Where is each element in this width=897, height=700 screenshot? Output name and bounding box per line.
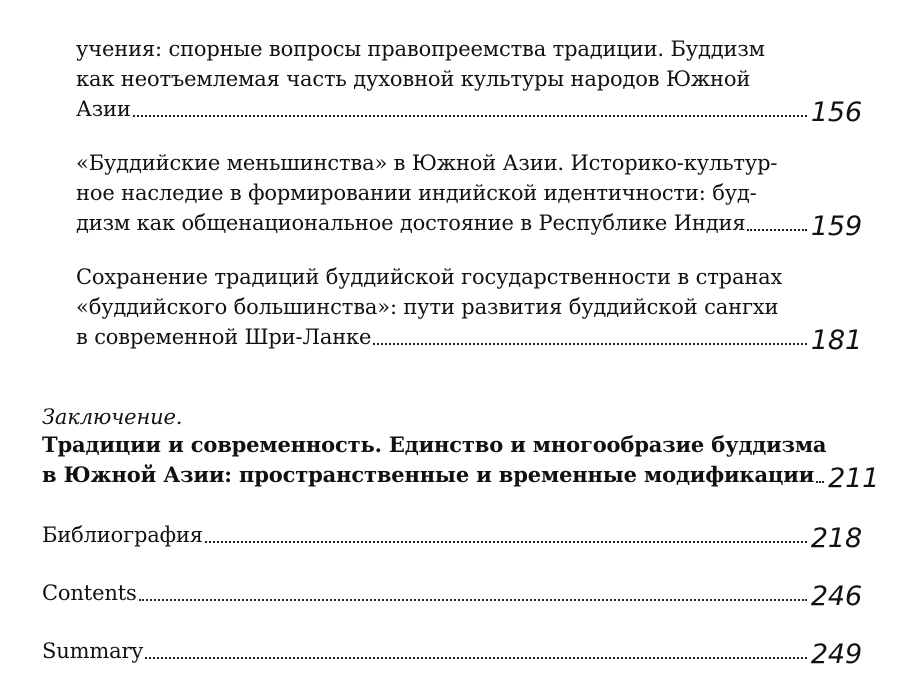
dot-leader bbox=[373, 342, 807, 345]
page-number: 249 bbox=[810, 639, 862, 670]
toc-entry-last-line bbox=[76, 208, 862, 242]
dot-leader bbox=[145, 656, 807, 659]
page-number: 211 bbox=[828, 463, 880, 494]
toc-entry bbox=[76, 34, 862, 128]
summary-label: Summary bbox=[42, 639, 144, 663]
toc-bibliography-entry bbox=[42, 520, 862, 554]
page-number: 181 bbox=[810, 325, 862, 356]
conclusion-title-line: в Южной Азии: пространственные и временные модификации bbox=[42, 462, 815, 487]
page-number: 159 bbox=[810, 211, 862, 242]
contents-label: Contents bbox=[42, 581, 137, 605]
toc-entry-text-line: Сохранение традиций буддийской государственности в странах bbox=[76, 265, 783, 289]
page-number: 246 bbox=[810, 581, 862, 612]
toc-summary-entry bbox=[42, 636, 862, 670]
toc-entry-text-line: в современной Шри-Ланке bbox=[76, 325, 372, 349]
toc-entry-text-line: дизм как общенациональное достояние в Республике Индия bbox=[76, 211, 746, 235]
dot-leader bbox=[747, 228, 806, 231]
toc-entry-text-line: как неотъемлемая часть духовной культуры народов Южной bbox=[76, 67, 751, 91]
page-number: 156 bbox=[810, 97, 862, 128]
toc-entry-text-line: ное наследие в формировании индийской идентичности: буд- bbox=[76, 181, 757, 205]
toc-entry-last-line bbox=[76, 94, 862, 128]
dot-leader bbox=[816, 480, 824, 483]
dot-leader bbox=[205, 540, 807, 543]
conclusion-label: Заключение. bbox=[42, 405, 183, 429]
toc-entry bbox=[76, 262, 862, 356]
bibliography-label: Библиография bbox=[42, 523, 203, 547]
toc-contents-entry bbox=[42, 578, 862, 612]
toc-entry-text-line: «Буддийские меньшинства» в Южной Азии. Историко-культур- bbox=[76, 151, 778, 175]
dot-leader bbox=[133, 114, 807, 117]
toc-entry-text-line: Азии bbox=[76, 97, 131, 121]
page-number: 218 bbox=[810, 523, 862, 554]
toc-entry-last-line bbox=[42, 460, 880, 494]
toc-entry-text-line: учения: спорные вопросы правопреемства традиции. Буддизм bbox=[76, 37, 765, 61]
toc-conclusion-entry bbox=[42, 402, 880, 494]
toc-entry bbox=[76, 148, 862, 242]
dot-leader bbox=[139, 598, 807, 601]
conclusion-title-line: Традиции и современность. Единство и многообразие буддизма bbox=[42, 432, 827, 457]
toc-entry-text-line: «буддийского большинства»: пути развития буддийской сангхи bbox=[76, 295, 779, 319]
toc-entry-last-line bbox=[76, 322, 862, 356]
